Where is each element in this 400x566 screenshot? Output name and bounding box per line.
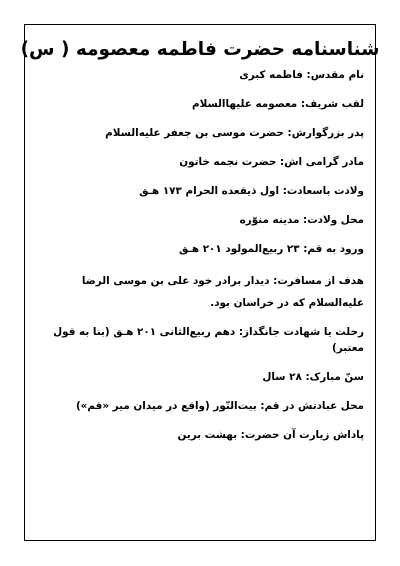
info-item-birthplace — [40, 212, 364, 228]
item-value: فاطمه کبری — [239, 69, 303, 81]
info-item-holy-name — [40, 67, 364, 83]
item-label: هدف از مسافرت: — [273, 275, 364, 287]
item-label: پاداش زیارت آن حضرت: — [240, 429, 364, 441]
item-value: معصومه علیهاالسلام — [191, 98, 298, 110]
info-item-title — [40, 96, 364, 112]
item-label: ولادت باسعادت: — [282, 185, 364, 197]
item-label: مادر گرامی اش: — [280, 156, 364, 168]
item-label: محل ولادت: — [303, 214, 364, 226]
item-value: حضرت نجمه خاتون — [179, 156, 277, 168]
item-value: دهم ربیع‌الثانی ۲۰۱ هـ‍ق (بنا به قول معتبر) — [53, 326, 364, 354]
info-item-age — [40, 369, 364, 385]
item-value: حضرت موسی بن جعفر علیه‌السلام — [105, 127, 284, 139]
info-item-mother — [40, 154, 364, 170]
item-value: اول ذیقعده الحرام ۱۷۳ هـ‍ق — [139, 185, 280, 197]
info-item-birth — [40, 183, 364, 199]
page-title: شناسنامه حضرت فاطمه معصومه ( س) — [20, 39, 380, 60]
item-value: دیدار برادر خود علی بن موسی الرضا علیه‌السلام که در خراسان بود. — [81, 275, 364, 309]
item-label: پدر بزرگوارش: — [287, 127, 364, 139]
info-item-worship-place — [40, 398, 364, 414]
info-item-father — [40, 125, 364, 141]
item-label: محل عبادتش در قم: — [260, 400, 364, 412]
info-item-arrival-qom — [40, 241, 364, 257]
item-value: بهشت برین — [177, 429, 238, 441]
item-label: سنّ مبارک: — [305, 371, 364, 383]
item-label: ورود به قم: — [303, 243, 364, 255]
item-value: مدینه منوّره — [239, 214, 300, 226]
item-value: بیت‌النّور (واقع در میدان میر «قم») — [75, 400, 257, 412]
item-value: ۲۸ سال — [262, 371, 302, 383]
item-label: لقب شریف: — [300, 98, 364, 110]
info-item-pilgrimage-reward — [40, 427, 364, 443]
info-list — [40, 67, 364, 456]
info-item-travel-purpose — [40, 270, 364, 314]
item-label: نام مقدس: — [306, 69, 364, 81]
item-value: ۲۳ ربیع‌المولود ۲۰۱ هـ‍ق — [178, 243, 300, 255]
info-item-passing — [40, 324, 364, 356]
item-label: رحلت یا شهادت جانگداز: — [238, 326, 364, 338]
